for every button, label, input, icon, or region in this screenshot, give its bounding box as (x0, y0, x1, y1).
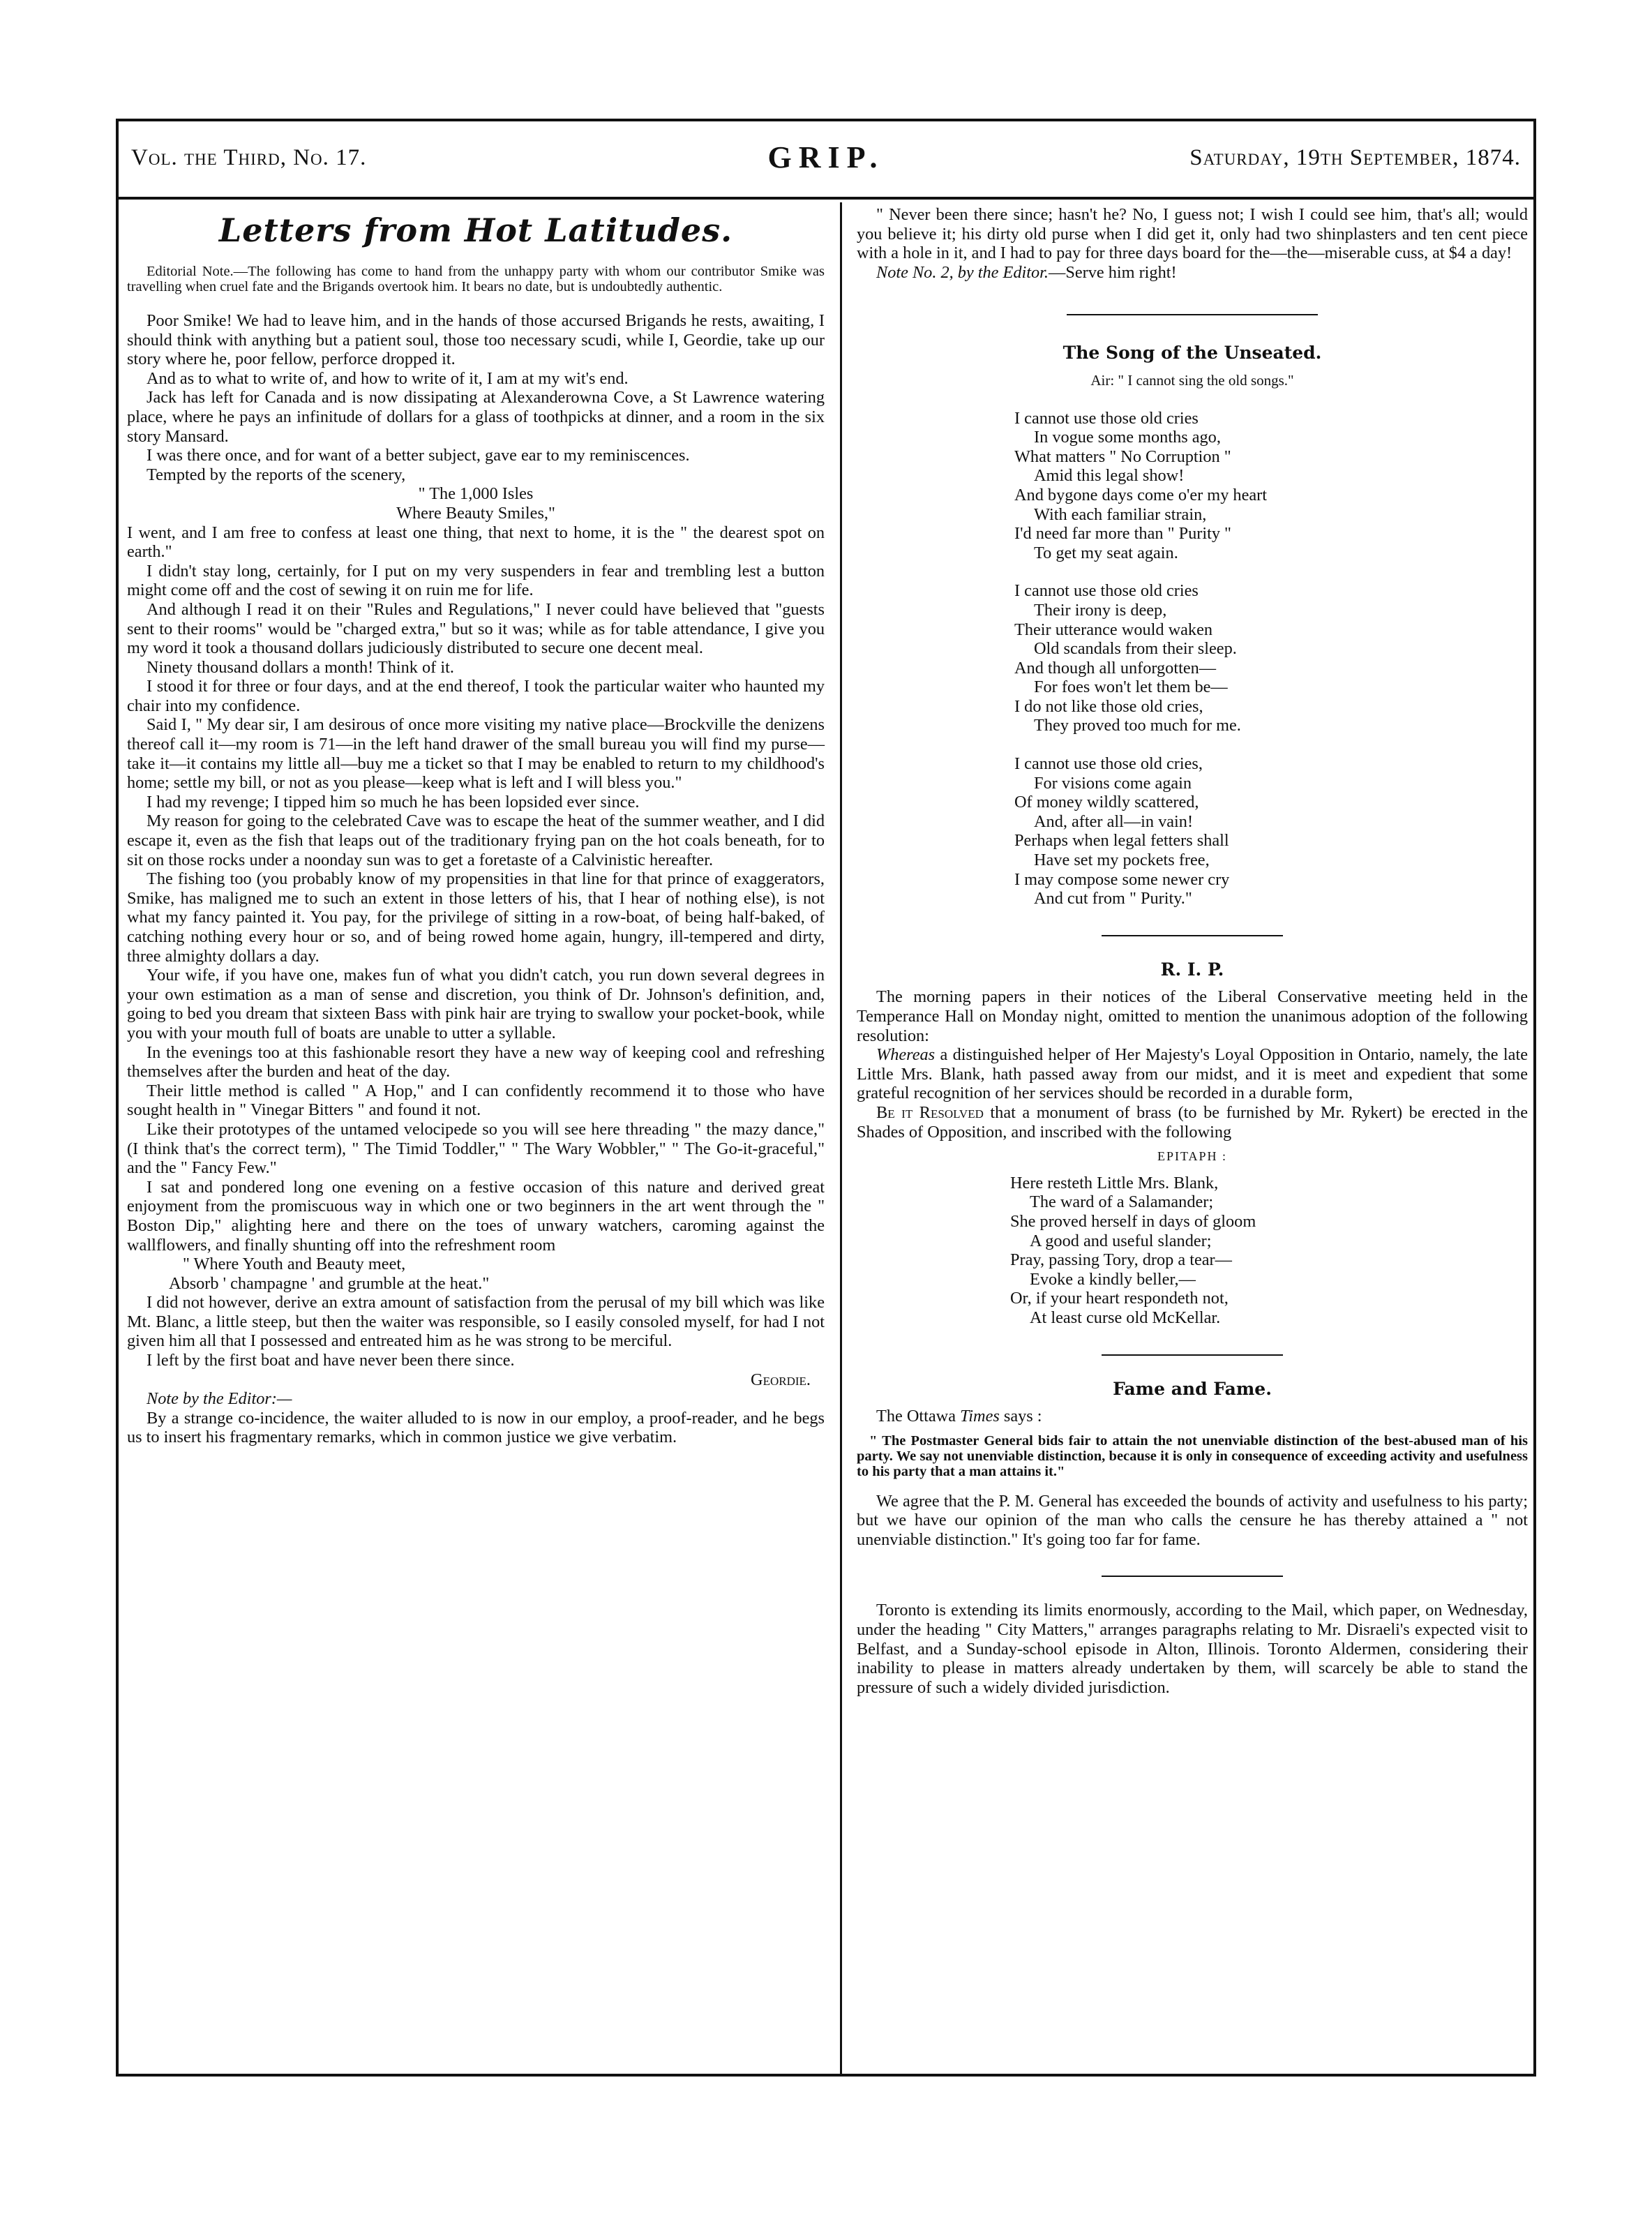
song-title: The Song of the Unseated. (1062, 343, 1322, 364)
section-separator (1102, 1576, 1283, 1577)
column-divider (840, 202, 842, 2077)
masthead (119, 121, 1533, 200)
whereas-text: a distinguished helper of Her Majesty's Loyal Opposition in Ontario, namely, the late Little Mrs. Blank, hath passed away from our midst, and it is meet and expedient that some grateful recognition of her services should be recorded in a durable form, (857, 1045, 1528, 1103)
verse-line: Have set my pockets free, (1034, 851, 1210, 870)
song-stanza (1014, 581, 1528, 735)
times-quote: " The Postmaster General bids fair to attain the not unenviable distinction of the best-abused man of his party. We say not unenviable distinction, because it is only in consequence of exceeding activity and usefulness to his party that a man attains it." (857, 1432, 1528, 1479)
verse-line: A good and useful slander; (1030, 1231, 1212, 1250)
epitaph-heading: EPITAPH : (1157, 1149, 1228, 1164)
column-left (127, 205, 825, 1447)
verse-line: Their utterance would waken (1014, 620, 1213, 639)
verse-quote: Absorb ' champagne ' and grumble at the heat." (169, 1273, 490, 1293)
epitaph (1010, 1174, 1528, 1328)
rip-title: R. I. P. (1160, 959, 1224, 980)
paragraph: " Never been there since; hasn't he? No, I guess not; I wish I could see him, that's all; would you believe it; his dirty old purse when I did get it, only had two shinplasters and ten cent piece with a hole in it, and I had to pay for three days board for the—the—miserable cuss, at $4 a day! (857, 205, 1528, 263)
paragraph: And although I read it on their "Rules and Regulations," I never could have believed that "guests sent to their rooms" would be "charged extra," but so it was; while as for table attendance, I give you my word it took a thousand dollars judiciously distributed to secure one decent meal. (127, 599, 825, 658)
column-right (857, 205, 1528, 1697)
verse-line: She proved herself in days of gloom (1010, 1211, 1256, 1231)
paragraph: Tempted by the reports of the scenery, (147, 465, 406, 484)
verse-quote: Where Beauty Smiles," (396, 503, 555, 523)
newspaper-title: GRIP. (767, 140, 885, 174)
verse-line: And though all unforgotten— (1014, 658, 1217, 678)
paragraph: I sat and pondered long one evening on a festive occasion of this nature and derived great enjoyment from the promiscuous way in which one or two beginners in the art went through the " Boston Dip," alighting here and there on the toes of unwary watchers, caroming against the wallflowers, and finally shunting off into the refreshment room (127, 1177, 825, 1255)
verse-line: I do not like those old cries, (1014, 696, 1203, 716)
resolved-word: Be it Resolved (876, 1102, 984, 1122)
verse-line: Here resteth Little Mrs. Blank, (1010, 1173, 1219, 1192)
song-air: Air: " I cannot sing the old songs." (1090, 371, 1294, 389)
verse-line: Of money wildly scattered, (1014, 793, 1199, 812)
fame-title: Fame and Fame. (1113, 1378, 1272, 1399)
resolution-whereas (857, 1045, 1528, 1103)
verse-line: What matters " No Corruption " (1014, 447, 1231, 466)
paragraph: And as to what to write of, and how to write of it, I am at my wit's end. (147, 368, 629, 388)
paragraph: Said I, " My dear sir, I am desirous of once more visiting my native place—Brockville the denizens thereof call it—my room is 71—in the left hand drawer of the small bureau you will find my purse—take it—it contains my little all—buy me a ticket so that I may be enabled to return to my childhood's home; settle my bill, or not as you please—keep what is left and I will bless you." (127, 715, 825, 793)
section-separator (1102, 935, 1283, 936)
newspaper-page (116, 119, 1536, 2077)
editor-note-2 (857, 263, 1528, 283)
verse-line: I may compose some newer cry (1014, 869, 1230, 889)
verse-line: At least curse old McKellar. (1030, 1308, 1221, 1327)
verse-line: Amid this legal show! (1034, 466, 1185, 486)
song-stanza (1014, 754, 1528, 908)
verse-line: Evoke a kindly beller,— (1030, 1269, 1196, 1289)
verse-line: For foes won't let them be— (1034, 678, 1228, 697)
whereas-word: Whereas (876, 1045, 936, 1065)
section-separator (1067, 314, 1318, 315)
verse-line: The ward of a Salamander; (1030, 1192, 1214, 1212)
fame-intro (857, 1407, 1528, 1426)
paragraph: In the evenings too at this fashionable resort they have a new way of keeping cool and refreshing themselves after the burden and heat of the day. (127, 1042, 825, 1082)
paragraph: I went, and I am free to confess at least one thing, that next to home, it is the " the dearest spot on earth." (127, 523, 825, 562)
paragraph: I did not however, derive an extra amount of satisfaction from the perusal of my bill which was like Mt. Blanc, a little steep, but then the waiter was responsible, so I easily consoled myself, for had I not given him all that I possessed and entreated him as he was strong to be merciful. (127, 1293, 825, 1351)
verse-line: I cannot use those old cries, (1014, 754, 1203, 774)
section-separator (1102, 1354, 1283, 1356)
paragraph: By a strange co-incidence, the waiter alluded to is now in our employ, a proof-reader, and he begs us to insert his fragmentary remarks, which in common justice we give verbatim. (127, 1408, 825, 1447)
verse-line: I cannot use those old cries (1014, 581, 1199, 601)
verse-quote: " The 1,000 Isles (418, 484, 534, 504)
paragraph: We agree that the P. M. General has exceeded the bounds of activity and usefulness to his party; but we have our opinion of the man who calls the censure he has thereby attained a " not unenviable distinction." It's going too far for fame. (857, 1491, 1528, 1549)
paragraph: Poor Smike! We had to leave him, and in the hands of those accursed Brigands he rests, awaiting, I should think with anything but a patient soul, those too necessary scudi, while I, Geordie, take up our story where he, poor fellow, perforce dropped it. (127, 311, 825, 369)
paragraph: Their little method is called " A Hop," and I can confidently recommend it to those who have sought health in " Vinegar Bitters " and found it not. (127, 1081, 825, 1120)
signature: Geordie. (751, 1370, 811, 1389)
editorial-note: Editorial Note.—The following has come to hand from the unhappy party with whom our contributor Smike was travelling when cruel fate and the Brigands overtook him. It bears no date, but is undoubtedly authentic. (127, 264, 825, 294)
intro-text: says : (999, 1407, 1042, 1426)
paragraph: I stood it for three or four days, and at the end thereof, I took the particular waiter who haunted my chair into my confidence. (127, 677, 825, 715)
verse-line: With each familiar strain, (1034, 504, 1207, 524)
paragraph: I had my revenge; I tipped him so much he has been lopsided ever since. (147, 792, 640, 811)
intro-text: The Ottawa (876, 1407, 961, 1426)
paragraph: Your wife, if you have one, makes fun of what you didn't catch, you run down several degrees in your own estimation as a man of sense and discretion, you think of Dr. Johnson's definition, and, going to bed you dream that sixteen Bass with pink hair are trying to swallow your pocket-book, while you with your mouth full of boats are unable to utter a syllable. (127, 966, 825, 1042)
verse-line: They proved too much for me. (1034, 716, 1241, 735)
verse-line: I'd need far more than " Purity " (1014, 524, 1231, 544)
verse-line: In vogue some months ago, (1034, 428, 1221, 447)
paragraph: The fishing too (you probably know of my propensities in that line for that prince of exaggerators, Smike, has maligned me to such an extent in those letters of his, that I hear of nothing else), is not what my fancy painted it. You pay, for the privilege of sitting in a row-boat, of being half-baked, of catching nothing every hour or so, and of being rowed home again, hungry, ill-tempered and dirty, three almighty dollars a day. (127, 869, 825, 966)
paragraph: The morning papers in their notices of the Liberal Conservative meeting held in the Temperance Hall on Monday night, omitted to mention the unanimous adoption of the following resolution: (857, 987, 1528, 1045)
verse-line: And bygone days come o'er my heart (1014, 485, 1267, 504)
issue-date: Saturday, 19th September, 1874. (1189, 145, 1521, 170)
intro-paper: Times (960, 1407, 1000, 1426)
verse-line: Or, if your heart respondeth not, (1010, 1289, 1229, 1308)
paragraph: I didn't stay long, certainly, for I put on my very suspenders in fear and trembling lest a button might come off and the cost of sewing it on ruin me for life. (127, 561, 825, 600)
note-text: —Serve him right! (1049, 262, 1177, 282)
verse-quote: " Where Youth and Beauty meet, (183, 1255, 406, 1274)
verse-line: And, after all—in vain! (1034, 811, 1194, 831)
paragraph: I was there once, and for want of a better subject, gave ear to my reminiscences. (147, 446, 690, 465)
volume-number: Vol. the Third, No. 17. (131, 145, 367, 170)
letters-headline: Letters from Hot Latitudes. (218, 211, 733, 249)
resolution-resolved (857, 1103, 1528, 1142)
paragraph: Ninety thousand dollars a month! Think of it. (147, 657, 454, 677)
verse-line: Their irony is deep, (1034, 600, 1167, 620)
song-stanza (1014, 409, 1528, 563)
toronto-paragraph: Toronto is extending its limits enormously, according to the Mail, which paper, on Wednesday, under the heading " City Matters," arranges paragraphs relating to Mr. Disraeli's expected visit to Belfast, and a Sunday-school episode in Alton, Illinois. Toronto Aldermen, considering their inability to please in matters already undertaken by them, will scarcely be able to stand the pressure of such a widely divided jurisdiction. (857, 1601, 1528, 1697)
paragraph: Jack has left for Canada and is now dissipating at Alexanderowna Cove, a St Lawrence watering place, where he pays an infinitude of dollars for a glass of toothpicks at dinner, and a room in the six story Mansard. (127, 388, 825, 446)
paragraph: My reason for going to the celebrated Cave was to escape the heat of the summer weather, and I did escape it, even as the fish that leaps out of the traditionary frying pan on the hot coals beneath, for to sit on those rocks under a noonday sun was to get a foretaste of a Calvinistic hereafter. (127, 811, 825, 869)
editor-note-heading: Note by the Editor:— (147, 1389, 292, 1409)
verse-line: For visions come again (1034, 773, 1192, 793)
verse-line: Pray, passing Tory, drop a tear— (1010, 1250, 1232, 1270)
resolved-text: that a monument of brass (to be furnished by Mr. Rykert) be erected in the Shades of Opposition, and inscribed with the following (857, 1102, 1528, 1142)
verse-line: To get my seat again. (1034, 543, 1178, 562)
verse-line: I cannot use those old cries (1014, 408, 1199, 428)
paragraph: Like their prototypes of the untamed velocipede so you will see here threading " the mazy dance," (I think that's the correct term), " The Timid Toddler," " The Wary Wobbler," " The Go-it-graceful," and the " Fancy Few." (127, 1119, 825, 1178)
verse-line: Perhaps when legal fetters shall (1014, 831, 1229, 851)
verse-line: And cut from " Purity." (1034, 889, 1192, 908)
verse-line: Old scandals from their sleep. (1034, 639, 1237, 659)
paragraph: I left by the first boat and have never been there since. (147, 1351, 515, 1370)
note-label: Note No. 2, by the Editor. (876, 262, 1049, 282)
